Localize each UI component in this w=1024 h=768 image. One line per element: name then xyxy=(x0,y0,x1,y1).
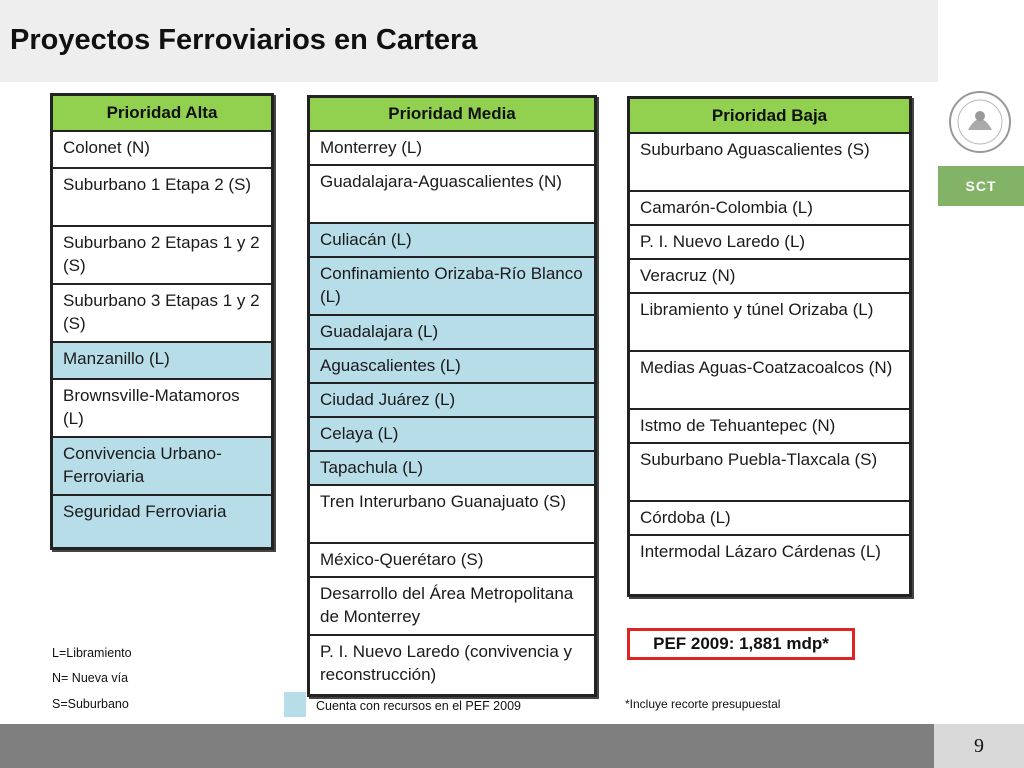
table-row: Medias Aguas-Coatzacoalcos (N) xyxy=(630,352,909,410)
table-row: Monterrey (L) xyxy=(310,132,594,166)
table-row: Suburbano 2 Etapas 1 y 2 (S) xyxy=(53,227,271,285)
table-row: Culiacán (L) xyxy=(310,224,594,258)
table-row: P. I. Nuevo Laredo (L) xyxy=(630,226,909,260)
table-row: Colonet (N) xyxy=(53,132,271,169)
sct-logo: SCT xyxy=(938,166,1024,206)
table-prioridad-alta xyxy=(50,93,274,550)
legend-suburbano: S=Suburbano xyxy=(52,697,129,711)
table-row: Suburbano 3 Etapas 1 y 2 (S) xyxy=(53,285,271,343)
table-row: Brownsville-Matamoros (L) xyxy=(53,380,271,438)
table-row: Tapachula (L) xyxy=(310,452,594,486)
table-row: Istmo de Tehuantepec (N) xyxy=(630,410,909,444)
page-title: Proyectos Ferroviarios en Cartera xyxy=(10,24,478,56)
legend-swatch xyxy=(284,692,306,717)
table-header: Prioridad Media xyxy=(310,98,594,132)
table-row: Suburbano Aguascalientes (S) xyxy=(630,134,909,192)
page-number: 9 xyxy=(934,724,1024,768)
legend-libramiento: L=Libramiento xyxy=(52,646,132,660)
table-row: Intermodal Lázaro Cárdenas (L) xyxy=(640,542,881,561)
table-row: Desarrollo del Área Metropolitana de Monterrey xyxy=(310,578,594,636)
table-row: Manzanillo (L) xyxy=(53,343,271,380)
table-row: Suburbano 1 Etapa 2 (S) xyxy=(53,169,271,227)
table-prioridad-media xyxy=(307,95,597,697)
table-row: Ciudad Juárez (L) xyxy=(310,384,594,418)
table-row: Confinamiento Orizaba-Río Blanco (L) xyxy=(310,258,594,316)
table-row: México-Querétaro (S) xyxy=(310,544,594,578)
table-header: Prioridad Alta xyxy=(53,96,271,132)
legend-nueva-via: N= Nueva vía xyxy=(52,671,129,685)
footer-bar xyxy=(0,724,934,768)
table-row: Libramiento y túnel Orizaba (L) xyxy=(630,294,909,352)
table-row: Suburbano Puebla-Tlaxcala (S) xyxy=(630,444,909,502)
table-row: Córdoba (L) xyxy=(630,502,909,536)
table-row: Guadalajara-Aguascalientes (N) xyxy=(310,166,594,224)
table-prioridad-baja xyxy=(627,96,912,597)
mexico-seal-icon xyxy=(948,90,1012,154)
table-row: Veracruz (N) xyxy=(630,260,909,294)
table-row: Guadalajara (L) xyxy=(310,316,594,350)
footnote: *Incluye recorte presupuestal xyxy=(625,697,781,711)
swatch-label: Cuenta con recursos en el PEF 2009 xyxy=(316,699,521,713)
pef-total-box: PEF 2009: 1,881 mdp* xyxy=(627,628,855,660)
logo-panel xyxy=(938,0,1024,82)
table-row: Tren Interurbano Guanajuato (S) xyxy=(310,486,594,544)
table-row: Convivencia Urbano-Ferroviaria xyxy=(53,438,271,496)
table-row: Aguascalientes (L) xyxy=(310,350,594,384)
table-row: Camarón-Colombia (L) xyxy=(630,192,909,226)
table-row: Seguridad Ferroviaria xyxy=(53,496,271,547)
table-header: Prioridad Baja xyxy=(630,99,909,134)
table-row: Celaya (L) xyxy=(310,418,594,452)
table-row: P. I. Nuevo Laredo (convivencia y reconstrucción) xyxy=(320,642,572,684)
